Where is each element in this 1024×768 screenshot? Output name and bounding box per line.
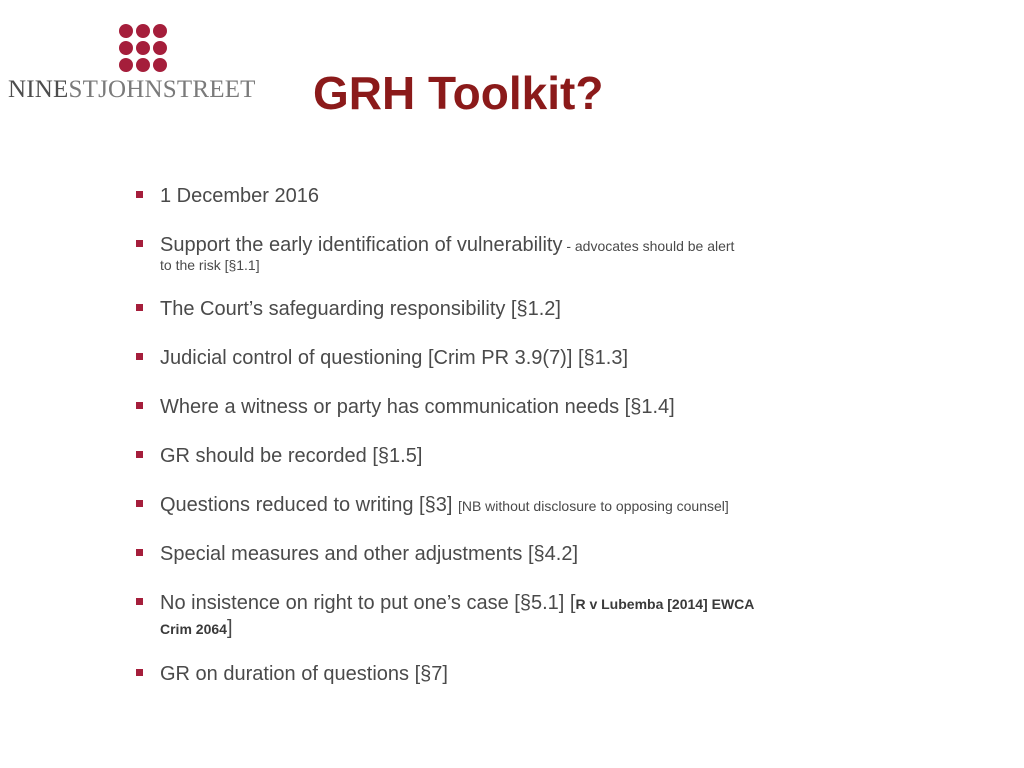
bullet-marker [136,451,143,458]
bullet-text: Judicial control of questioning [Crim PR 3.9(7)] [§1.3] [160,347,628,369]
bullet-note-line2: to the risk [§1.1] [160,257,260,273]
bullet-marker [136,500,143,507]
bullet-marker [136,549,143,556]
logo-dot [119,24,133,38]
bullet-text [160,590,870,642]
logo-dot [119,58,133,72]
bullet-marker [136,598,143,605]
bullet-marker [136,353,143,360]
bullet-text: Where a witness or party has communication needs [§1.4] [160,396,675,418]
bullet-line2 [160,615,870,642]
logo-dot [136,58,150,72]
logo-dot [119,41,133,55]
logo-dot [153,24,167,38]
bullet-marker [136,240,143,247]
bullet-text: 1 December 2016 [160,185,319,207]
bullet-text: Special measures and other adjustments [§4.2] [160,543,579,565]
logo-dot [153,58,167,72]
bullet-marker [136,402,143,409]
bullet-text: GR should be recorded [§1.5] [160,445,423,467]
bullet-main: Support the early identification of vulnerability [160,234,563,256]
bullet-marker [136,191,143,198]
bullet-note: - advocates should be alert [562,238,735,254]
bullet-text [160,232,870,273]
bullet-text: The Court’s safeguarding responsibility [§1.2] [160,298,561,320]
logo-word-nine: NINE [8,76,69,103]
logo-dot [136,41,150,55]
logo-dot [153,41,167,55]
bullet-marker [136,669,143,676]
logo-dots-mark [119,24,179,74]
firm-logo [8,24,278,114]
slide-title: GRH Toolkit? [313,67,604,119]
logo-wordmark [8,76,256,104]
bullet-main: No insistence on right to put one’s case [§5.1] [ [160,592,576,614]
bullet-text: GR on duration of questions [§7] [160,663,448,685]
bullet-close-bracket: ] [226,617,233,639]
logo-word-rest: STJOHNSTREET [68,76,256,103]
bullet-text [160,492,870,519]
logo-dot [136,24,150,38]
bullet-note: [NB without disclosure to opposing counsel] [457,498,729,514]
bullet-marker [136,304,143,311]
case-citation-part2: Crim 2064 [160,621,227,637]
bullet-main: Questions reduced to writing [§3] [160,494,458,516]
case-citation-part1: R v Lubemba [2014] EWCA [575,596,755,612]
